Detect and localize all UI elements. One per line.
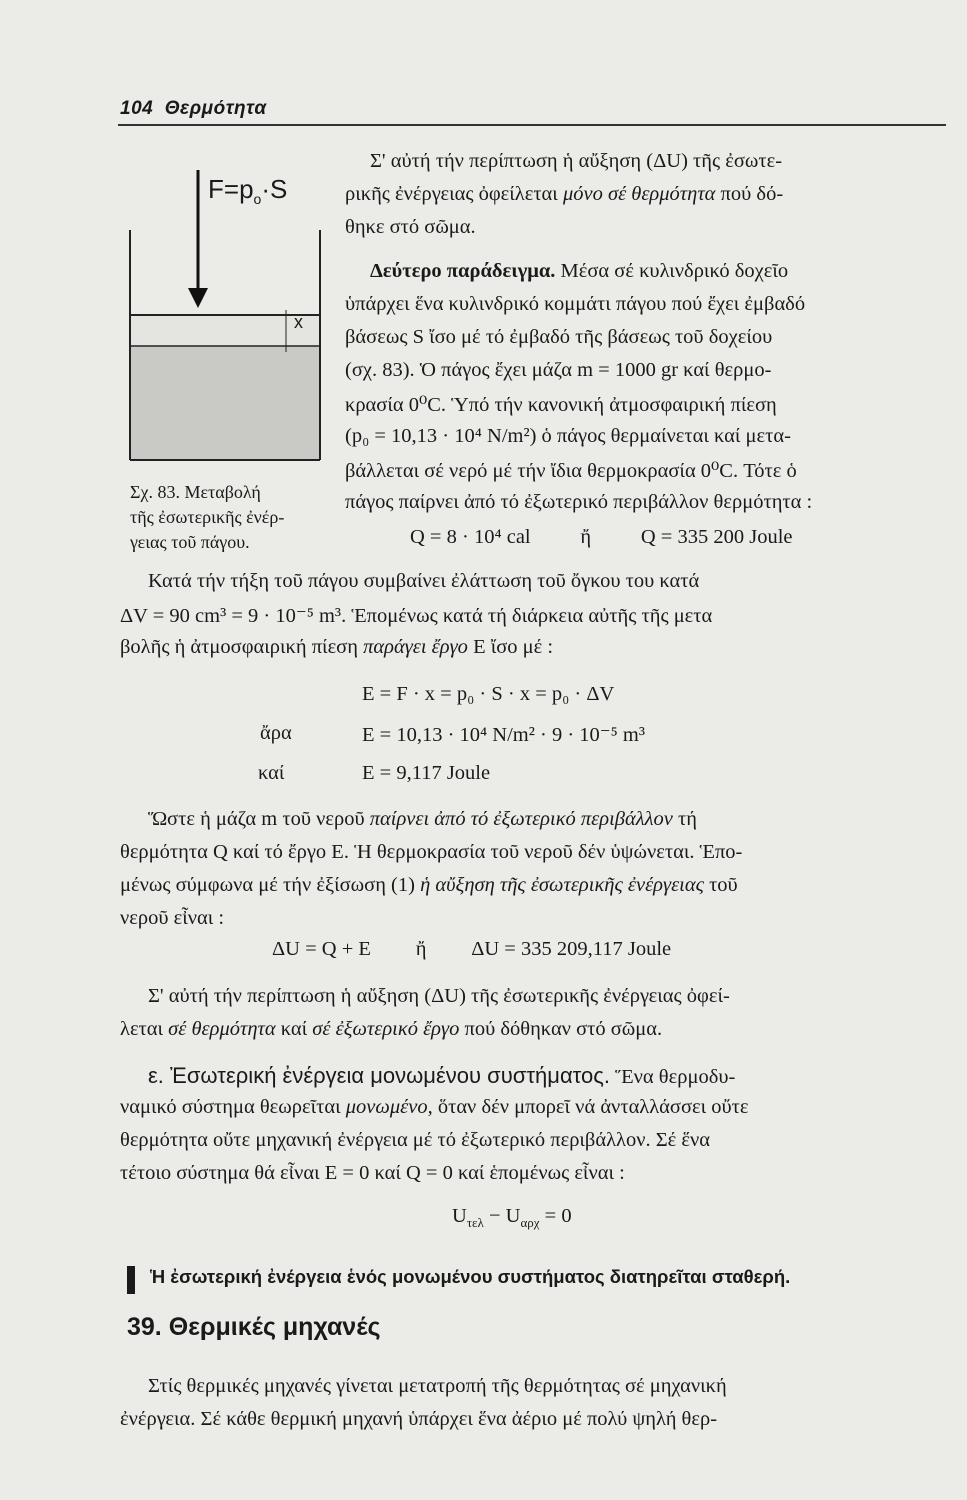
equation-heat: Q = 8 · 10⁴ cal ἤ Q = 335 200 Joule bbox=[410, 526, 793, 548]
p1-line-2: ΔV = 90 cm³ = 9 · 10⁻⁵ m³. Ἑπομένως κατά τή διάρκεια αὐτῆς τῆς μετα bbox=[120, 605, 713, 627]
figure-caption: Σχ. 83. Μεταβολή τῆς ἐσωτερικῆς ἐνέρ- γειας τοῦ πάγου. bbox=[130, 482, 285, 552]
col-line-5: ὑπάρχει ἕνα κυλινδρικό κομμάτι πάγου πού ἔχει ἐμβαδό bbox=[345, 293, 806, 315]
p2-line-4: νεροῦ εἶναι : bbox=[120, 907, 225, 929]
ice-block bbox=[130, 315, 320, 346]
p4-line-4: τέτοιο σύστημα θά εἶναι E = 0 καί Q = 0 καί ἑπομένως εἶναι : bbox=[120, 1162, 625, 1184]
col-line-1: Σ' αὐτή τήν περίπτωση ἡ αὔξηση (ΔU) τῆς ἐσωτε- bbox=[370, 150, 783, 172]
col-line-11: πάγος παίρνει ἀπό τό ἐξωτερικό περιβάλλον θερμότητα : bbox=[345, 491, 813, 513]
col-line-9: (p₀ = 10,13 · 10⁴ N/m²) ὁ πάγος θερμαίνεται καί μετα- bbox=[345, 425, 791, 447]
p2-line-2: θερμότητα Q καί τό ἔργο E. Ἡ θερμοκρασία τοῦ νεροῦ δέν ὑψώνεται. Ἑπο- bbox=[120, 841, 743, 863]
col-line-2: ρικῆς ἐνέργειας ὀφείλεται μόνο σέ θερμότητα πού δό- bbox=[345, 183, 784, 205]
col-line-6: βάσεως S ἴσο μέ τό ἐμβαδό τῆς βάσεως τοῦ δοχείου bbox=[345, 326, 773, 348]
p2-line-3: μένως σύμφωνα μέ τήν ἐξίσωση (1) ἡ αὔξηση τῆς ἐσωτερικῆς ἐνέργειας τοῦ bbox=[120, 874, 738, 896]
col-line-7: (σχ. 83). Ὁ πάγος ἔχει μάζα m = 1000 gr καί θερμο- bbox=[345, 359, 772, 381]
col-line-4: Δεύτερο παράδειγμα. Μέσα σέ κυλινδρικό δοχεῖο bbox=[370, 260, 789, 282]
equation-internal-energy: ΔU = Q + E ἤ ΔU = 335 209,117 Joule bbox=[272, 938, 672, 960]
col-line-3: θηκε στό σῶμα. bbox=[345, 216, 476, 238]
rule-marker bbox=[127, 1266, 135, 1294]
equation-work-values: E = 10,13 · 10⁴ N/m² · 9 · 10⁻⁵ m³ bbox=[362, 724, 645, 746]
section-title: 39. Θερμικές μηχανές bbox=[127, 1313, 381, 1341]
equation-isolated: $U_{\tau\varepsilon\lambda} - U_{\alpha\rho\chi} = 0$ bbox=[452, 1205, 572, 1231]
figure-83 bbox=[118, 160, 348, 480]
equation-label-ara: ἄρα bbox=[260, 722, 292, 744]
equation-label-kai: καί bbox=[258, 762, 285, 784]
p1-line-1: Κατά τήν τήξη τοῦ πάγου συμβαίνει ἐλάττωση τοῦ ὄγκου του κατά bbox=[148, 570, 700, 592]
p4-line-3: θερμότητα οὔτε μηχανική ἐνέργεια μέ τό ἐξωτερικό περιβάλλον. Σέ ἕνα bbox=[120, 1129, 711, 1151]
p4-line-2: ναμικό σύστημα θεωρεῖται μονωμένο, ὅταν δέν μπορεῖ νά ἀνταλλάσσει οὔτε bbox=[120, 1096, 749, 1118]
running-title: Θερμότητα bbox=[164, 98, 267, 119]
figure-83-drawing bbox=[118, 160, 348, 480]
p5-line-2: ἐνέργεια. Σέ κάθε θερμική μηχανή ὑπάρχει ἕνα ἀέριο μέ πολύ ψηλή θερ- bbox=[120, 1408, 718, 1430]
col-line-10: βάλλεται σέ νερό μέ τήν ἴδια θερμοκρασία 0⁰C. Τότε ὁ bbox=[345, 460, 797, 482]
col-line-8: κρασία 0⁰C. Ὑπό τήν κανονική ἀτμοσφαιρική πίεση bbox=[345, 394, 777, 416]
p5-line-1: Στίς θερμικές μηχανές γίνεται μετατροπή τῆς θερμότητας σέ μηχανική bbox=[148, 1375, 727, 1397]
p3-line-1: Σ' αὐτή τήν περίπτωση ἡ αὔξηση (ΔU) τῆς ἐσωτερικῆς ἐνέργειας ὀφεί- bbox=[148, 985, 730, 1007]
x-label: x bbox=[294, 312, 303, 332]
p1-line-3: βολῆς ἡ ἀτμοσφαιρική πίεση παράγει ἔργο E ἴσο μέ : bbox=[120, 636, 554, 658]
header-rule bbox=[118, 124, 946, 126]
page-number: 104 bbox=[120, 98, 154, 119]
p2-line-1: Ὥστε ἡ μάζα m τοῦ νεροῦ παίρνει ἀπό τό ἐξωτερικό περιβάλλον τή bbox=[148, 808, 697, 830]
p4-line-1: ε. Ἐσωτερική ἐνέργεια μονωμένου συστήματος. Ἕνα θερμοδυ- bbox=[148, 1063, 736, 1088]
equation-work-result: E = 9,117 Joule bbox=[362, 762, 491, 784]
force-formula: $F=p_o\cdot S$ bbox=[208, 174, 288, 208]
equation-work-definition: E = F · x = p₀ · S · x = p₀ · ΔV bbox=[362, 683, 615, 705]
p3-line-2: λεται σέ θερμότητα καί σέ ἐξωτερικό ἔργο πού δόθηκαν στό σῶμα. bbox=[120, 1018, 663, 1040]
running-head bbox=[120, 98, 267, 120]
force-arrow-head bbox=[188, 288, 208, 308]
water-region bbox=[130, 346, 320, 460]
rule-statement: Ἡ ἐσωτερική ἐνέργεια ἑνός μονωμένου συστήματος διατηρεῖται σταθερή. bbox=[150, 1266, 791, 1287]
